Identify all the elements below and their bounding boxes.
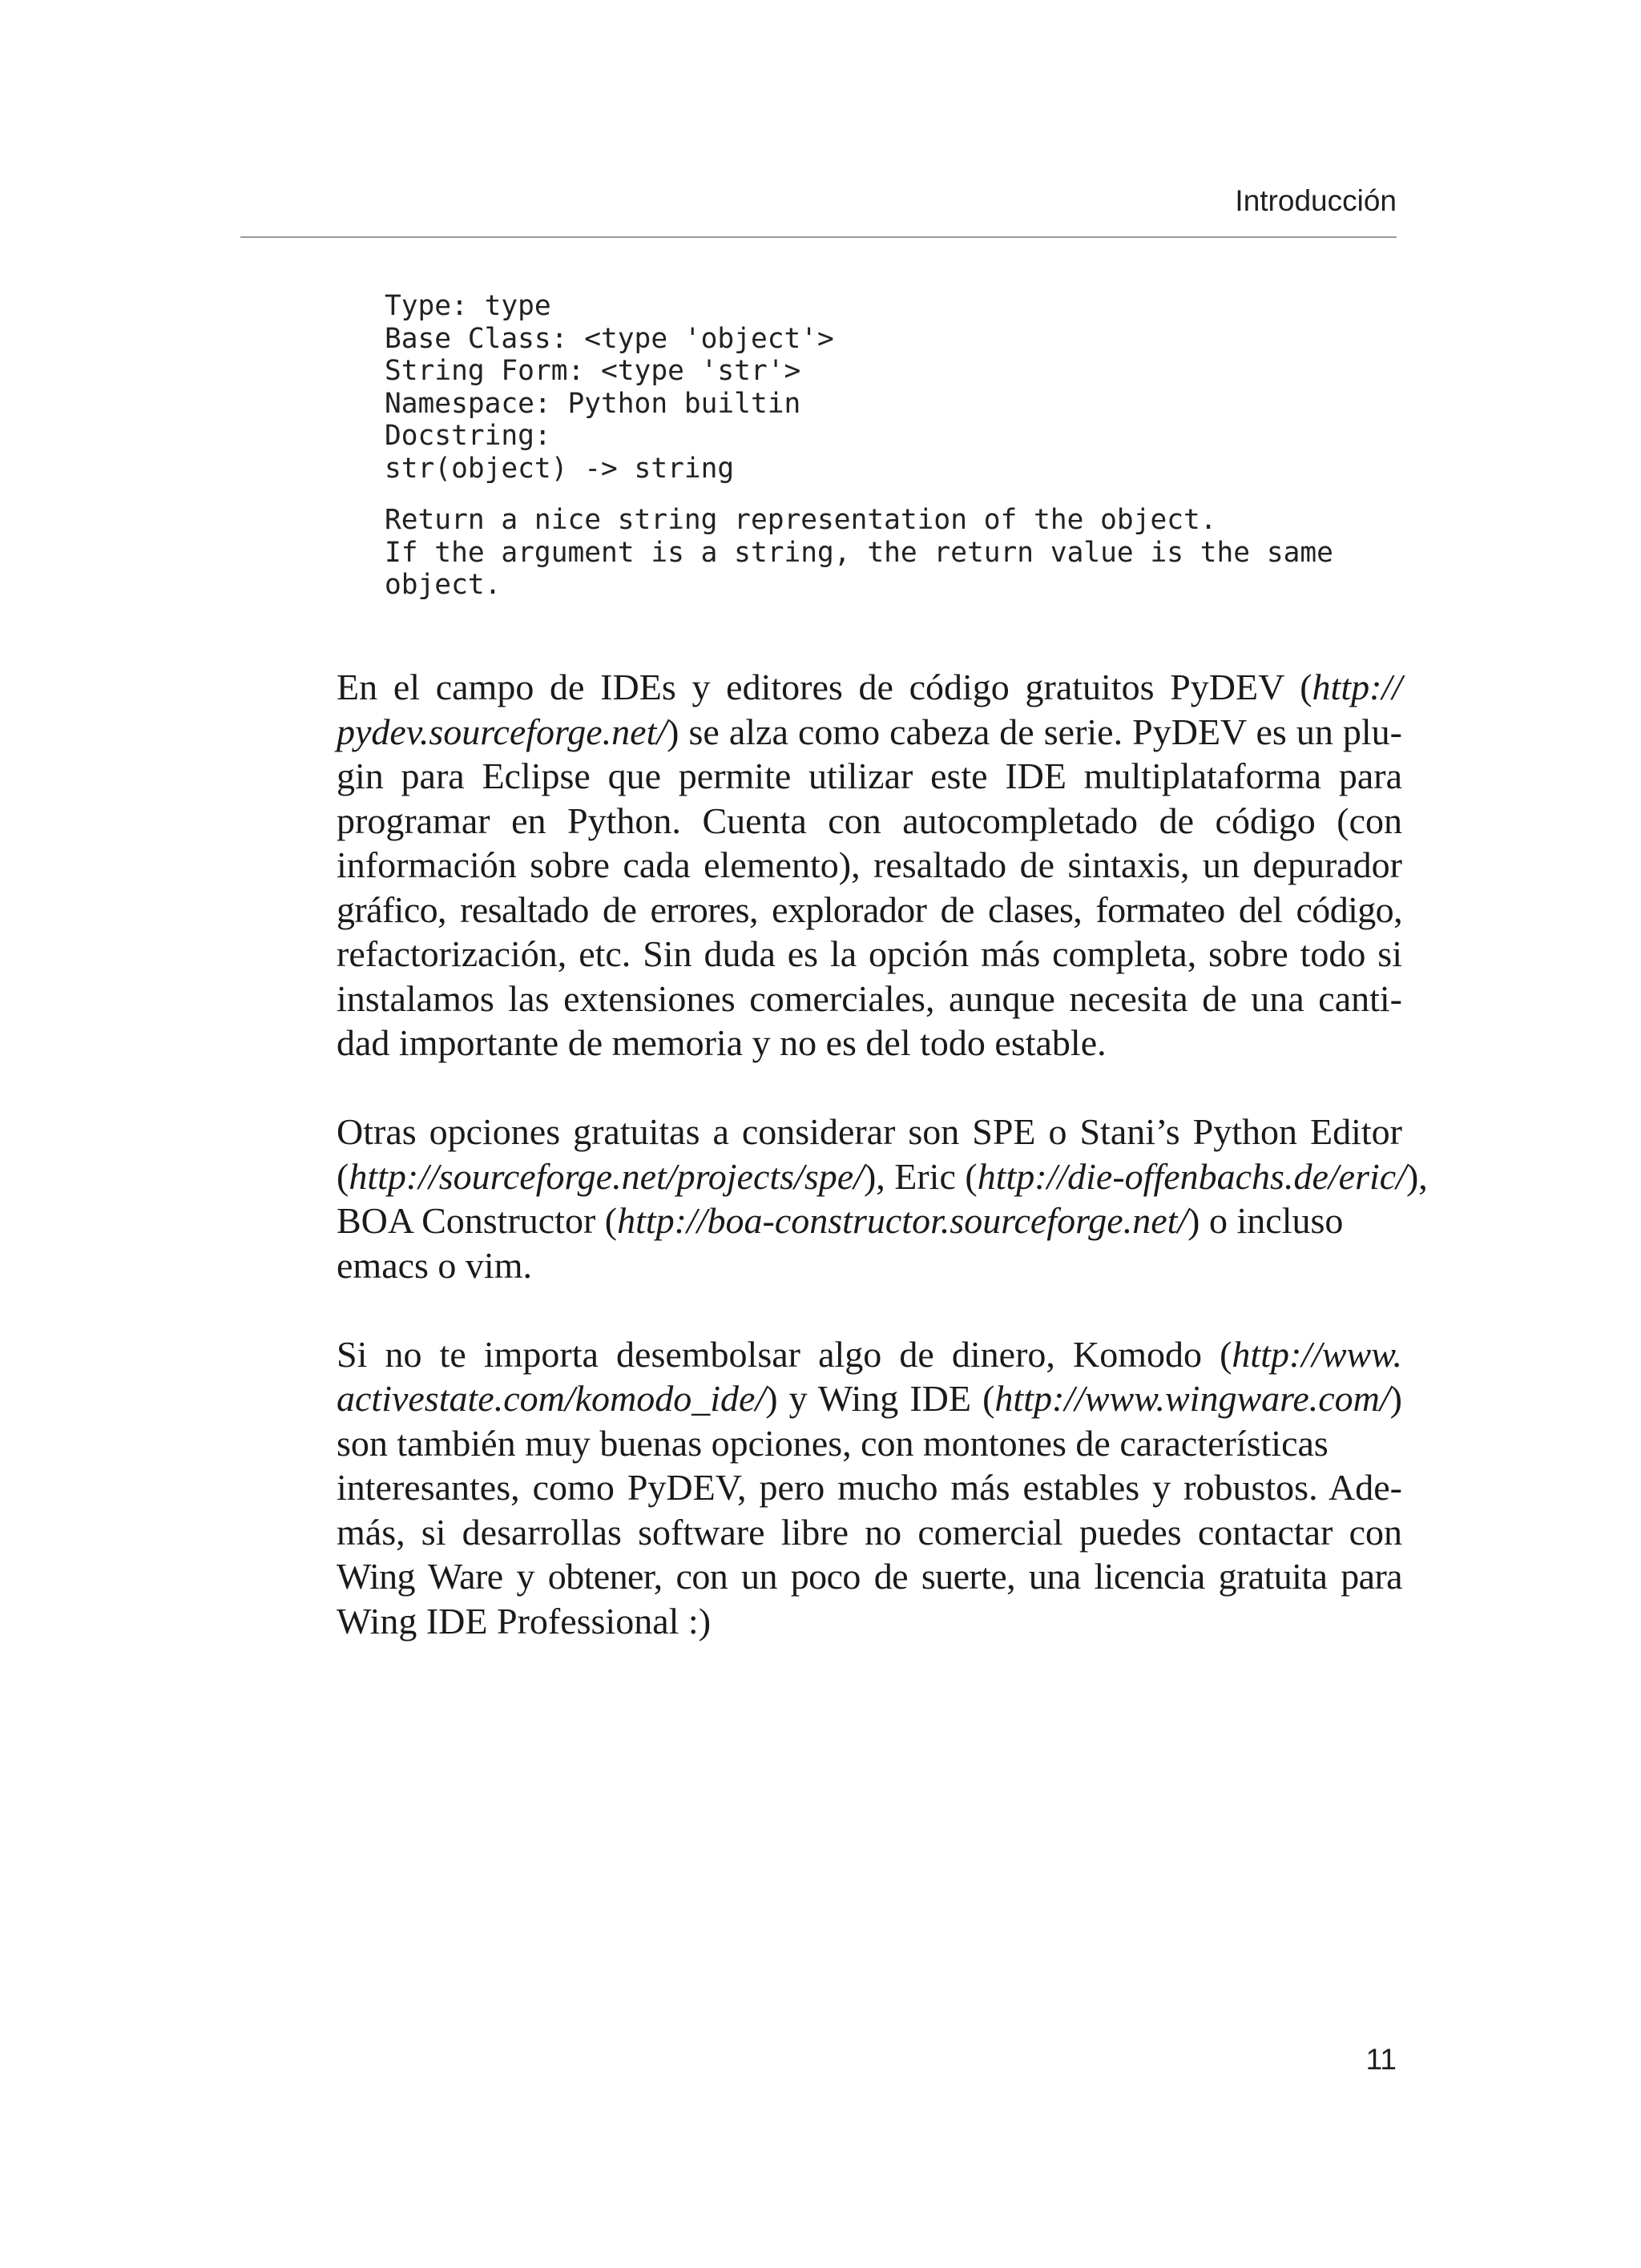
link-komodo-url-start: http://www. bbox=[1232, 1333, 1402, 1375]
code-line: object. bbox=[385, 569, 502, 601]
paragraph-commercial-ides bbox=[337, 1332, 1402, 1644]
paragraph-free-editors bbox=[337, 1110, 1428, 1287]
code-block bbox=[385, 290, 1426, 602]
text-line: gráfico, resaltado de errores, explorador de clases, formateo del código, bbox=[337, 888, 1402, 930]
text-line bbox=[337, 710, 1402, 755]
link-eric-url: http://die-offenbachs.de/eric/ bbox=[977, 1155, 1406, 1197]
text-run: BOA Constructor ( bbox=[337, 1200, 618, 1241]
text-line bbox=[337, 665, 1402, 710]
text-run: En el campo de IDEs y editores de código gratuitos PyDEV ( bbox=[337, 667, 1312, 707]
text-line: emacs o vim. bbox=[337, 1244, 532, 1286]
code-line: str(object) -> string bbox=[385, 452, 735, 485]
text-line bbox=[337, 1154, 1428, 1199]
code-line: Return a nice string representation of the object. bbox=[385, 504, 1217, 536]
link-komodo-url-end: activestate.com/komodo_ide/ bbox=[337, 1378, 766, 1419]
page-number: 11 bbox=[1365, 2043, 1397, 2076]
header-rule bbox=[240, 236, 1397, 238]
link-pydev-url-start: http:// bbox=[1312, 667, 1402, 707]
text-line: Otras opciones gratuitas a considerar son SPE o Stani’s Python Editor bbox=[337, 1111, 1402, 1152]
text-line: dad importante de memoria y no es del todo estable. bbox=[337, 1022, 1107, 1063]
text-run: ) bbox=[1389, 1378, 1402, 1419]
text-line: Wing IDE Professional :) bbox=[337, 1600, 712, 1642]
body-text bbox=[337, 665, 1428, 1688]
code-line: Docstring: bbox=[385, 420, 551, 452]
link-spe-url: http://sourceforge.net/projects/spe/ bbox=[349, 1155, 864, 1197]
text-line bbox=[337, 1198, 1402, 1243]
text-run: ), Eric ( bbox=[863, 1155, 978, 1197]
text-line: información sobre cada elemento), resaltado de sintaxis, un depurador bbox=[337, 844, 1402, 885]
text-line bbox=[337, 1376, 1402, 1421]
text-line: refactorización, etc. Sin duda es la opción más completa, sobre todo si bbox=[337, 933, 1402, 974]
text-line: Wing Ware y obtener, con un poco de suerte, una licencia gratuita para bbox=[337, 1556, 1402, 1597]
text-line: más, si desarrollas software libre no comercial puedes contactar con bbox=[337, 1511, 1402, 1553]
code-line: If the argument is a string, the return value is the same bbox=[385, 536, 1333, 569]
link-pydev-url-end: pydev.sourceforge.net/ bbox=[337, 711, 667, 752]
text-line: programar en Python. Cuenta con autocompletado de código (con bbox=[337, 800, 1402, 841]
paragraph-pydev bbox=[337, 665, 1402, 1066]
text-line bbox=[337, 1332, 1402, 1377]
code-line: Base Class: <type 'object'> bbox=[385, 322, 834, 355]
text-run: ) o incluso bbox=[1187, 1200, 1344, 1241]
text-run: ) y Wing IDE ( bbox=[765, 1378, 995, 1419]
text-run: ), bbox=[1405, 1155, 1428, 1197]
text-line: son también muy buenas opciones, con montones de características bbox=[337, 1422, 1329, 1464]
code-line: Namespace: Python builtin bbox=[385, 387, 801, 420]
code-line: String Form: <type 'str'> bbox=[385, 355, 801, 387]
running-header-title: Introducción bbox=[1235, 184, 1397, 217]
text-line: instalamos las extensiones comerciales, aunque necesita de una canti- bbox=[337, 977, 1402, 1019]
text-run: ) se alza como cabeza de serie. PyDEV es un plu- bbox=[667, 711, 1402, 752]
text-run: ( bbox=[337, 1155, 349, 1197]
link-wingware-url: http://www.wingware.com/ bbox=[994, 1378, 1390, 1419]
text-run: Si no te importa desembolsar algo de dinero, Komodo ( bbox=[337, 1333, 1232, 1375]
code-line: Type: type bbox=[385, 290, 551, 322]
code-blank-line bbox=[385, 485, 1426, 504]
text-line: interesantes, como PyDEV, pero mucho más estables y robustos. Ade- bbox=[337, 1467, 1402, 1508]
link-boa-url: http://boa-constructor.sourceforge.net/ bbox=[617, 1200, 1188, 1241]
text-line: gin para Eclipse que permite utilizar este IDE multiplataforma para bbox=[337, 755, 1402, 796]
